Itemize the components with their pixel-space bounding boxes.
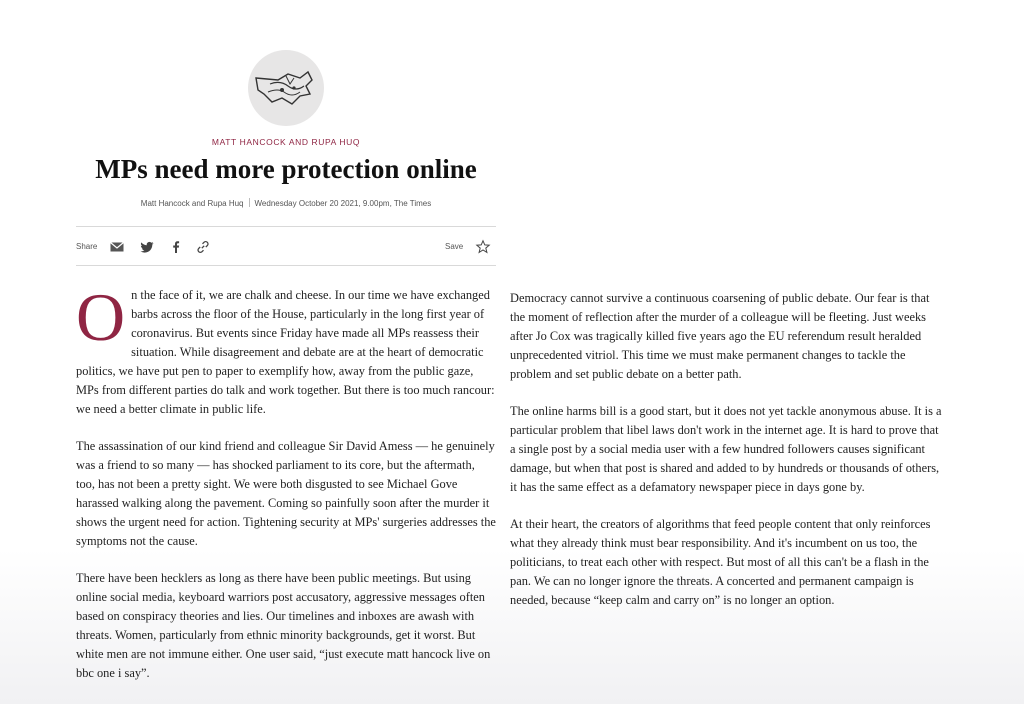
paragraph-text: n the face of it, we are chalk and cheese. In our time we have exchanged barbs across the floor of the House, particularly in the long first year of coronavirus. But events since Friday have made all MPs reassess their situation. While disagreement and debate are at the heart of democratic politics, we have put pen to paper to exemplify how, away from the public gaze, MPs from different parties do talk and work together. But there is too much rancour: we need a better climate in public life. bbox=[76, 288, 495, 416]
newspaper-logo bbox=[248, 50, 324, 126]
article-paragraph: The online harms bill is a good start, but it does not yet tackle anonymous abuse. It is a particular problem that libel laws don't work in the internet age. It is hard to prove that a single post by a social media user with a few hundred followers causes significant damage, but when that post is shared and added to by hundreds or thousands of others, it has the same effect as a defamatory newspaper piece in days gone by. bbox=[510, 404, 942, 494]
email-icon[interactable] bbox=[109, 239, 125, 255]
share-toolbar bbox=[76, 238, 496, 256]
twitter-icon[interactable] bbox=[139, 239, 155, 255]
top-divider bbox=[76, 226, 496, 227]
article-dateline: Wednesday October 20 2021, 9.00pm, The Times bbox=[254, 199, 432, 208]
share-divider bbox=[76, 265, 496, 266]
drop-cap: O bbox=[76, 279, 126, 355]
article-headline: MPs need more protection online bbox=[95, 154, 477, 184]
author-name[interactable]: Matt Hancock and Rupa Huq bbox=[140, 199, 244, 208]
article-paragraph: The assassination of our kind friend and colleague Sir David Amess — he genuinely was a friend to so many — has shocked parliament to its core, but the aftermath, too, has not been a pretty sight. We were both disgusted to see Michael Gove harassed walking along the pavement. Coming so painfully soon after the murder it shows the urgent need for action. Tightening security at MPs' surgeries addresses the symptoms not the cause. bbox=[76, 439, 496, 548]
link-icon[interactable] bbox=[195, 239, 211, 255]
article-column-left bbox=[76, 279, 496, 701]
star-icon[interactable] bbox=[475, 239, 491, 255]
byline-divider bbox=[249, 198, 250, 207]
article-paragraph: Democracy cannot survive a continuous coarsening of public debate. Our fear is that the moment of reflection after the murder of a colleague will be fleeting. Just weeks after Jo Cox was tragically killed five years ago the EU referendum result heralded unprecedented vitriol. This time we must make permanent changes to tackle the problem and set public debate on a better path. bbox=[510, 291, 930, 381]
article-kicker[interactable]: MATT HANCOCK AND RUPA HUQ bbox=[211, 137, 361, 147]
article-paragraph bbox=[76, 279, 496, 419]
article-paragraph: There have been hecklers as long as there have been public meetings. But using online social media, keyboard warriors post accusatory, aggressive messages often based on conspiracy theories and lies. Our timelines and inboxes are awash with threats. Women, particularly from ethnic minority backgrounds, get it worst. But white men are not immune either. One user said, “just execute matt hancock live on bbc one i say”. bbox=[76, 571, 491, 680]
share-label: Share bbox=[76, 242, 98, 251]
byline bbox=[80, 198, 492, 208]
masthead-illustration-icon bbox=[248, 50, 324, 126]
article-column-right bbox=[510, 289, 944, 628]
facebook-icon[interactable] bbox=[168, 239, 184, 255]
article-paragraph: At their heart, the creators of algorithms that feed people content that only reinforces what they already think must bear responsibility. And it's incumbent on us too, the politicians, to treat each other with respect. But most of all this can't be a flash in the pan. We can no longer ignore the threats. A concerted and permanent campaign is needed, because “keep calm and carry on” is no longer an option. bbox=[510, 517, 931, 607]
save-label[interactable]: Save bbox=[445, 242, 464, 251]
